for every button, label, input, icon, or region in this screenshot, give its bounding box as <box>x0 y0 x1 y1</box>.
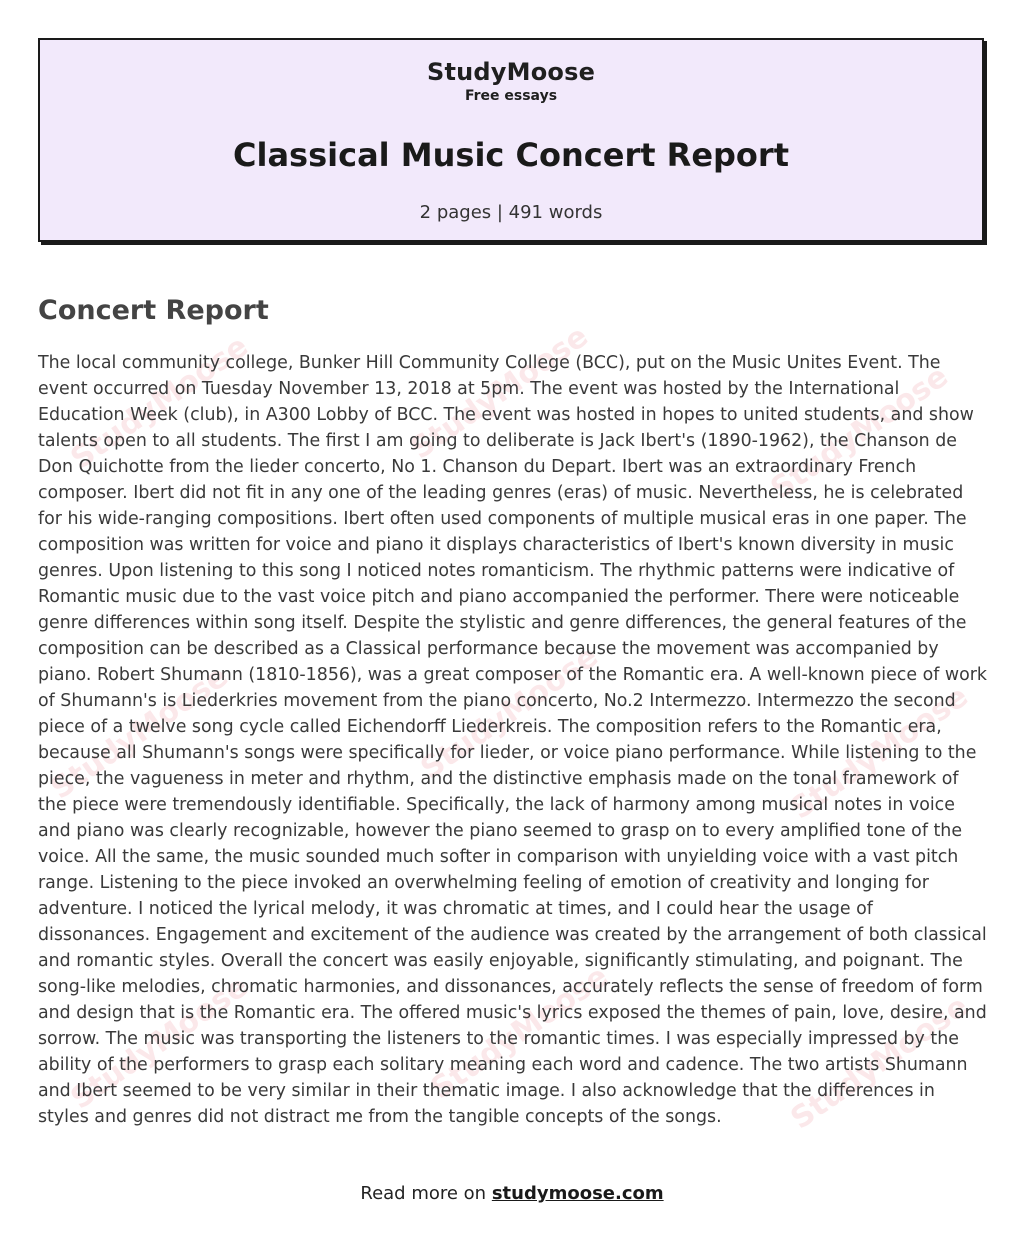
brand-tagline: Free essays <box>464 88 558 104</box>
essay-body: The local community college, Bunker Hill Community College (BCC), put on the Music Unites Event. The event occurred on Tuesday November 13, 2018 at 5pm. The event was hosted by the International Education Week (club), in A300 Lobby of BCC. The event was hosted in hopes to united students, and show talents open to all students. The first I am going to deliberate is Jack Ibert's (1890-1962), the Chanson de Don Quichotte from the lieder concerto, No 1. Chanson du Depart. Ibert was an extraordinary French composer. Ibert did not fit in any one of the leading genres (eras) of music. Nevertheless, he is celebrated for his wide-ranging compositions. Ibert often used components of multiple musical eras in one paper. The composition was written for voice and piano it displays characteristics of Ibert's known diversity in music genres. Upon listening to this song I noticed notes romanticism. The rhythmic patterns were indicative of Romantic music due to the vast voice pitch and piano accompanied the performer. There were noticeable genre differences within song itself. Despite the stylistic and genre differences, the general features of the composition can be described as a Classical performance because the movement was accompanied by piano. Robert Shumann (1810-1856), was a great composer of the Romantic era. A well-known piece of work of Shumann's is Liederkries movement from the piano concerto, No.2 Intermezzo. Intermezzo the second piece of a twelve song cycle called Eichendorff Liederkreis. The composition refers to the Romantic era, because all Shumann's songs were specifically for lieder, or voice piano performance. While listening to the piece, the vagueness in meter and rhythm, and the distinctive emphasis made on the tonal framework of the piece were tremendously identifiable. Specifically, the lack of harmony among musical notes in voice and piano was clearly recognizable, however the piano seemed to grasp on to every amplified tone of the voice. All the same, the music sounded much softer in comparison with unyielding voice with a vast pitch range. Listening to the piece invoked an overwhelming feeling of emotion of creativity and longing for adventure. I noticed the lyrical melody, it was chromatic at times, and I could hear the usage of dissonances. Engagement and excitement of the audience was created by the arrangement of both classical and romantic styles. Overall the concert was easily enjoyable, significantly stimulating, and poignant. The song-like melodies, chromatic harmonies, and dissonances, accurately reflects the sense of freedom of form and design that is the Romantic era. The offered music's lyrics exposed the themes of pain, love, desire, and sorrow. The music was transporting the listeners to the romantic times. I was especially impressed by the ability of the performers to grasp each solitary meaning each word and cadence. The two artists Shumann and Ibert seemed to be very similar in their thematic image. I also acknowledge that the differences in styles and genres did not distract me from the tangible concepts of the songs. <box>38 353 987 1127</box>
watermark-text: StudyMoose <box>404 318 595 467</box>
watermark-text: StudyMoose <box>64 328 255 477</box>
section-heading: Concert Report <box>38 295 269 326</box>
document-meta: 2 pages | 491 words <box>419 202 603 223</box>
document-header <box>38 38 984 242</box>
read-more-prefix: Read more on <box>360 1183 487 1204</box>
watermark-text: StudyMoose <box>44 658 235 807</box>
brand-logo[interactable]: StudyMoose <box>426 58 596 86</box>
watermark-text: StudyMoose <box>784 988 975 1137</box>
watermark-text: StudyMoose <box>64 968 255 1117</box>
studymoose-link[interactable]: studymoose.com <box>491 1183 664 1204</box>
watermark-text: StudyMoose <box>764 358 955 507</box>
watermark-text: StudyMoose <box>784 678 975 827</box>
page-title: Classical Music Concert Report <box>233 136 789 174</box>
read-more-line <box>0 1183 1024 1204</box>
watermark-text: StudyMoose <box>414 638 605 787</box>
watermark-text: StudyMoose <box>424 958 615 1107</box>
